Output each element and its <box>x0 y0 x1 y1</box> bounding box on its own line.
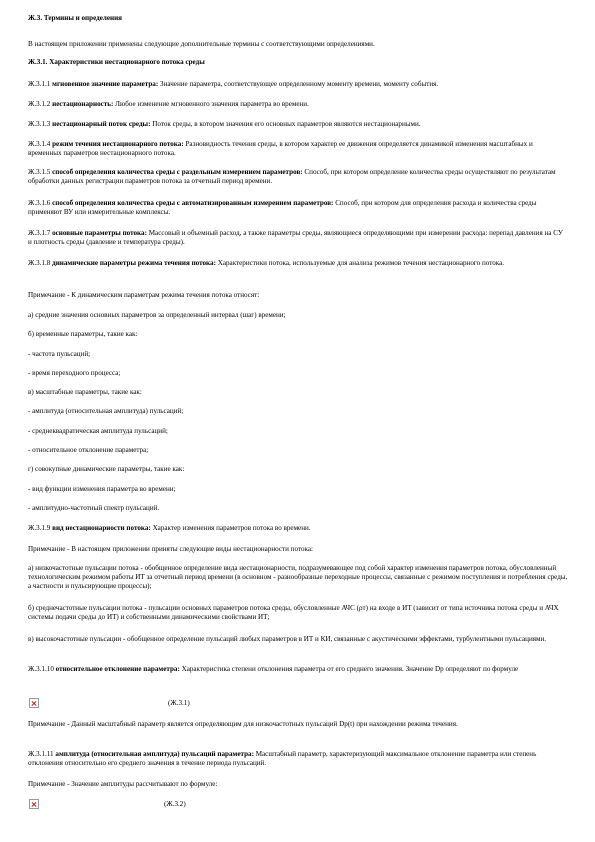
note-paragraph: Примечание - Данный масштабный параметр является определяющим для низкочастотных пульсаций Dp(t) при нахождении режима течения. <box>28 720 458 728</box>
section-title: Ж.3. Термины и определения <box>28 14 123 22</box>
term-paragraph: Ж.3.1.9 вид нестационарности потока: Характер изменения параметров потока во времени. <box>28 524 311 532</box>
list-item: - амплитудно-частотный спектр пульсаций. <box>28 504 160 512</box>
intro-paragraph: В настоящем приложении применены следующие дополнительные термины с соответствующими определениями. <box>28 40 375 48</box>
list-item: - вид функции изменения параметра во времени; <box>28 485 176 493</box>
term-paragraph: Ж.3.1.10 относительное отклонение параметра: Характеристика степени отклонения параметра от его среднего значения. Значение Dp определяют по формуле <box>28 665 519 673</box>
list-item: б) среднечастотные пульсации потока - пульсации основных параметров потока среды, обусловленные АЧС (ρт) на входе в ИТ (зависит от типа источника потока среды и АЧХ системы подачи среды до ИТ) и собственными динамическими свойствами ИТ; <box>28 604 559 621</box>
formula-row <box>28 698 568 712</box>
formula-row <box>28 799 568 813</box>
list-item: - среднеквадратическая амплитуда пульсаций; <box>28 427 168 435</box>
list-item: - частота пульсаций; <box>28 350 91 358</box>
term-paragraph: Ж.3.1.5 способ определения количества среды с раздельным измерением параметров: Способ, при котором определение количества среды осуществляют по результатам обработки данных регистрации параметров потока за отчетный период времени. <box>28 168 556 185</box>
list-item: в) высокочастотные пульсации - обобщенное определение пульсаций любых параметров в ИТ и КИ, связанные с акустическими эффектами, турбулентными пульсациями. <box>28 635 547 643</box>
term-paragraph: Ж.3.1.6 способ определения количества среды с автоматизированным измерением параметров: Способ, при котором для определения расхода и количества среды применяют ВУ или измерительные комплексы. <box>28 199 537 216</box>
broken-image-icon <box>29 799 39 809</box>
subsection-title: Ж.3.1. Характеристики нестационарного потока среды <box>28 58 205 66</box>
broken-image-icon <box>29 698 39 708</box>
list-item: а) низкочастотные пульсации потока - обобщенное определение вида нестационарности, подразумевающее под собой характер изменения параметров потока, обусловленный технологическим режимом работы ИТ за отчетный период времени (в основном - разнообразные переходные процессы, связанные с режимом поступления и потребления среды, а частности и пульсирующие процессы); <box>28 564 568 590</box>
term-paragraph: Ж.3.1.3 нестационарный поток среды: Поток среды, в котором значения его основных параметров являются нестационарными. <box>28 120 421 128</box>
formula-number: (Ж.3.2) <box>164 800 186 808</box>
term-paragraph: Ж.3.1.2 нестационарность: Любое изменение мгновенного значения параметра во времени. <box>28 100 309 108</box>
list-item: г) совокупные динамические параметры, такие как: <box>28 465 185 473</box>
term-paragraph: Ж.3.1.1 мгновенное значение параметра: Значение параметра, соответствующее определенному моменту времени, моменту события. <box>28 80 439 88</box>
list-item: а) средние значения основных параметров за определенный интервал (шаг) времени; <box>28 311 286 319</box>
list-item: - время переходного процесса; <box>28 369 121 377</box>
note-paragraph: Примечание - В настоящем приложении приняты следующие виды нестационарности потока: <box>28 545 313 553</box>
list-item: - амплитуда (относительная амплитуда) пульсаций; <box>28 407 184 415</box>
note-paragraph: Примечание - К динамическим параметрам режима течения потока относят: <box>28 291 260 299</box>
list-item: - относительное отклонение параметра; <box>28 446 149 454</box>
term-paragraph: Ж.3.1.11 амплитуда (относительная амплитуда) пульсаций параметра: Масштабный параметр, характеризующий максимальное отклонение параметра или степень отклонения относительно его среднего значения в течение периода пульсаций. <box>28 750 537 767</box>
list-item: в) масштабные параметры, такие как: <box>28 388 142 396</box>
formula-number: (Ж.3.1) <box>168 699 190 707</box>
term-paragraph: Ж.3.1.7 основные параметры потока: Массовый и объемный расход, а также параметры среды, являющиеся определяющими при измерении расхода: перепад давления на СУ и плотность среды (давление и температура среды). <box>28 229 563 246</box>
term-paragraph: Ж.3.1.8 динамические параметры режима течения потока: Характеристики потока, используемые для анализа режимов течения нестационарного потока. <box>28 259 505 267</box>
list-item: б) временные параметры, такие как: <box>28 330 138 338</box>
term-paragraph: Ж.3.1.4 режим течения нестационарного потока: Разновидность течения среды, в котором характер ее движения определяется динамикой изменения масштабных и временных параметров нестационарного потока. <box>28 140 533 157</box>
note-paragraph: Примечание - Значение амплитуды рассчитывают по формуле: <box>28 780 218 788</box>
